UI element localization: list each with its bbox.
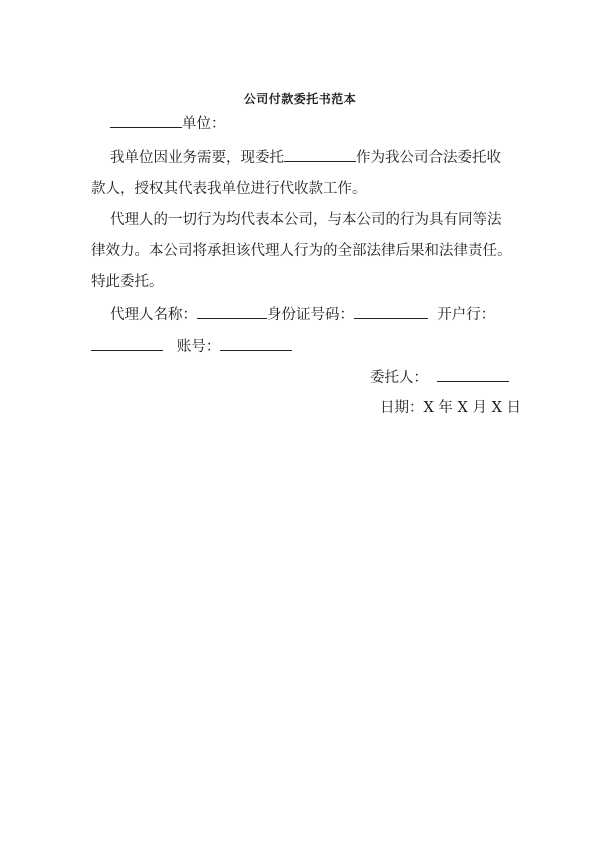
bank-blank [91, 336, 163, 351]
date-line: 日期：X 年 X 月 X 日 [380, 400, 522, 416]
para1-text-before: 我单位因业务需要，现委托 [110, 150, 284, 166]
paragraph-2-line-1: 代理人的一切行为均代表本公司，与本公司的行为具有同等法 [110, 212, 502, 228]
agent-name-label: 代理人名称： [110, 307, 197, 323]
agent-info-line [110, 304, 495, 325]
account-line [91, 336, 292, 357]
entrusted-party-blank [284, 147, 356, 162]
para1-text-after: 作为我公司合法委托收 [356, 150, 501, 166]
paragraph-1-line-1 [110, 147, 501, 168]
principal-line [370, 367, 509, 388]
addressee-suffix: 单位： [182, 116, 226, 132]
agent-name-blank [197, 304, 267, 319]
addressee-blank [110, 113, 182, 128]
account-label: 账号： [176, 339, 221, 355]
paragraph-1-line-2: 款人，授权其代表我单位进行代收款工作。 [91, 181, 367, 197]
id-number-blank [354, 304, 428, 319]
document-title: 公司付款委托书范本 [243, 92, 357, 106]
paragraph-3: 特此委托。 [91, 274, 164, 290]
paragraph-2-line-2: 律效力。本公司将承担该代理人行为的全部法律后果和法律责任。 [91, 243, 512, 259]
id-number-label: 身份证号码： [267, 307, 354, 323]
account-blank [220, 336, 292, 351]
addressee-line [110, 113, 226, 134]
principal-label: 委托人： [370, 370, 428, 386]
principal-blank [437, 367, 509, 382]
bank-label: 开户行： [437, 307, 496, 323]
